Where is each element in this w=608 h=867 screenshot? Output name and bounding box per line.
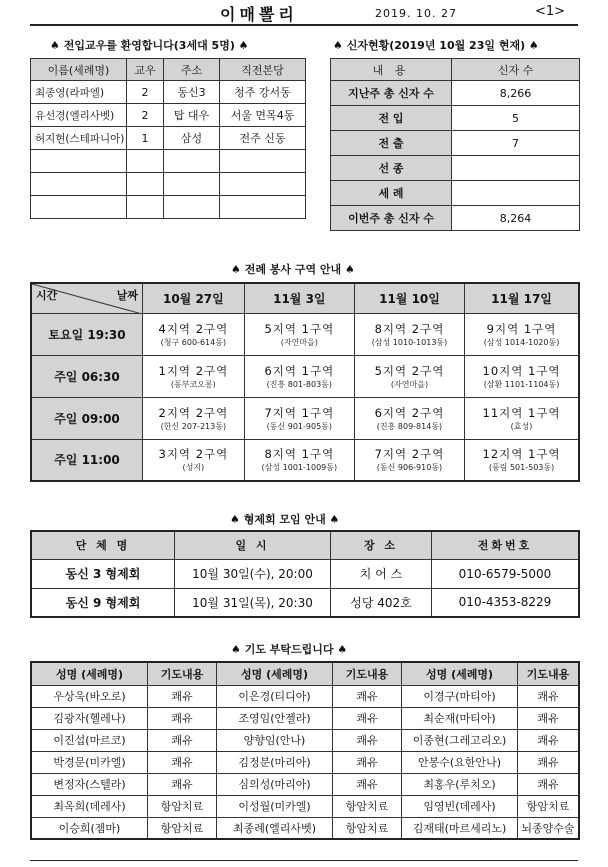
members-cell-value: 5 [452, 106, 580, 131]
prayer-cell-name: 최홍우(루치오) [402, 773, 518, 795]
prayer-cell-name: 우상욱(바오로) [31, 685, 148, 707]
prayer-cell-request: 항암치료 [148, 817, 217, 839]
members-cell-label: 세 례 [331, 181, 452, 206]
welcome-row [31, 81, 306, 104]
brothers-cell-phone: 010-4353-8229 [432, 588, 580, 617]
prayer-cell-request: 쾌유 [518, 729, 580, 751]
members-cell-value: 8,266 [452, 81, 580, 106]
welcome-cell-address [164, 150, 220, 173]
brothers-col-place: 장 소 [331, 531, 432, 559]
schedule-cell [354, 355, 464, 397]
brothers-table [30, 530, 580, 618]
brothers-title: ♠ 형제회 모임 안내 ♠ [230, 513, 340, 526]
schedule-cell [465, 313, 579, 355]
schedule-zone-detail: (동신 901-905동) [266, 421, 333, 431]
schedule-time: 주일 11:00 [31, 439, 143, 481]
prayer-cell-request: 쾌유 [148, 751, 217, 773]
brothers-col-time: 일 시 [175, 531, 331, 559]
schedule-zone: 4지역 2구역 [158, 321, 229, 336]
welcome-cell-name: 유선경(엘리사벳) [31, 104, 127, 127]
brothers-cell-phone: 010-6579-5000 [432, 559, 580, 588]
schedule-cell [465, 439, 579, 481]
schedule-zone-detail: (진흥 801-803동) [266, 379, 333, 389]
prayer-cell-name: 이진섭(마르코) [31, 729, 148, 751]
prayer-col-request: 기도내용 [333, 662, 402, 685]
schedule-row [31, 355, 579, 397]
prayer-row [31, 751, 579, 773]
schedule-zone: 11지역 1구역 [482, 405, 561, 420]
welcome-table [30, 58, 306, 219]
members-row [331, 81, 580, 106]
members-cell-label: 지난주 총 신자 수 [331, 81, 452, 106]
schedule-zone-detail: (동부코오롱) [170, 379, 216, 389]
schedule-cell [143, 439, 245, 481]
welcome-cell-count [127, 173, 164, 196]
welcome-cell-parish: 전주 신동 [220, 127, 306, 150]
prayer-row [31, 817, 579, 839]
schedule-zone-detail: (삼성 1010-1013동) [371, 337, 448, 347]
welcome-title: ♠ 전입교우를 환영합니다(3세대 5명) ♠ [50, 39, 249, 52]
schedule-zone: 8지역 2구역 [374, 321, 445, 336]
schedule-time: 주일 09:00 [31, 397, 143, 439]
corner-time-label: 시간 [36, 289, 58, 302]
welcome-cell-count [127, 196, 164, 219]
schedule-date: 11월 3일 [244, 283, 354, 313]
schedule-zone: 5지역 1구역 [264, 321, 335, 336]
members-cell-label: 전 출 [331, 131, 452, 156]
prayer-cell-request: 항암치료 [148, 795, 217, 817]
schedule-cell [143, 355, 245, 397]
prayer-cell-request: 쾌유 [148, 707, 217, 729]
prayer-cell-name: 김재태(마르세리노) [402, 817, 518, 839]
members-col-content: 내 용 [331, 59, 452, 81]
prayer-cell-request: 쾌유 [333, 707, 402, 729]
welcome-cell-address: 삼성 [164, 127, 220, 150]
schedule-zone-detail: (성지) [182, 463, 205, 473]
prayer-row [31, 773, 579, 795]
prayer-cell-name: 최종례(엘리사벳) [217, 817, 333, 839]
welcome-col-parish: 직전본당 [220, 59, 306, 81]
schedule-time: 토요일 19:30 [31, 313, 143, 355]
welcome-cell-count: 2 [127, 81, 164, 104]
prayer-col-name: 성명 (세례명) [217, 662, 333, 685]
prayer-cell-name: 이성월(미카엘) [217, 795, 333, 817]
prayer-cell-request: 쾌유 [333, 773, 402, 795]
schedule-zone-detail: (청구 600-614동) [160, 337, 227, 347]
prayer-cell-request: 쾌유 [518, 751, 580, 773]
prayer-cell-name: 김광자(헬레나) [31, 707, 148, 729]
schedule-date: 10월 27일 [143, 283, 245, 313]
brothers-cell-time: 10월 30일(수), 20:00 [175, 559, 331, 588]
members-cell-label: 선 종 [331, 156, 452, 181]
schedule-corner [31, 283, 143, 313]
prayer-cell-request: 쾌유 [518, 773, 580, 795]
prayer-col-request: 기도내용 [148, 662, 217, 685]
members-col-count: 신자 수 [452, 59, 580, 81]
schedule-zone: 8지역 1구역 [264, 447, 335, 462]
welcome-row [31, 150, 306, 173]
brothers-cell-group: 동신 3 형제회 [31, 559, 175, 588]
schedule-cell [354, 397, 464, 439]
members-row [331, 156, 580, 181]
schedule-zone: 1지역 2구역 [158, 363, 229, 378]
welcome-cell-name: 최종영(라파엘) [31, 81, 127, 104]
prayer-cell-name: 양향임(안나) [217, 729, 333, 751]
welcome-cell-name: 허지현(스테파니아) [31, 127, 127, 150]
prayer-row [31, 729, 579, 751]
prayer-cell-request: 쾌유 [333, 751, 402, 773]
schedule-zone-detail: (삼환 1101-1104동) [483, 379, 560, 389]
members-cell-value [452, 156, 580, 181]
welcome-cell-count: 2 [127, 104, 164, 127]
brothers-cell-group: 동신 9 형제회 [31, 588, 175, 617]
page-number: <1> [535, 4, 566, 19]
prayer-cell-name: 임영빈(데레사) [402, 795, 518, 817]
welcome-col-name: 이름(세례명) [31, 59, 127, 81]
welcome-cell-address [164, 196, 220, 219]
schedule-zone: 12지역 1구역 [482, 447, 561, 462]
schedule-zone: 3지역 2구역 [158, 447, 229, 462]
schedule-zone-detail: (자연마을) [390, 379, 429, 389]
prayer-cell-request: 쾌유 [333, 729, 402, 751]
schedule-time: 주일 06:30 [31, 355, 143, 397]
schedule-row [31, 439, 579, 481]
schedule-zone: 7지역 2구역 [374, 447, 445, 462]
prayer-cell-request: 쾌유 [148, 773, 217, 795]
prayer-cell-name: 변정자(스텔라) [31, 773, 148, 795]
brothers-col-phone: 전화번호 [432, 531, 580, 559]
welcome-cell-count: 1 [127, 127, 164, 150]
prayer-col-name: 성명 (세례명) [31, 662, 148, 685]
schedule-date: 11월 17일 [465, 283, 579, 313]
page-header [30, 0, 578, 26]
prayer-cell-name: 최옥희(데레사) [31, 795, 148, 817]
schedule-date: 11월 10일 [354, 283, 464, 313]
prayer-cell-name: 이승희(젬마) [31, 817, 148, 839]
prayer-cell-name: 이은경(티디아) [217, 685, 333, 707]
welcome-row [31, 127, 306, 150]
prayer-cell-request: 항암치료 [333, 795, 402, 817]
schedule-cell [465, 355, 579, 397]
members-row [331, 131, 580, 156]
schedule-cell [244, 439, 354, 481]
welcome-cell-parish: 서울 면목4동 [220, 104, 306, 127]
schedule-cell [143, 397, 245, 439]
schedule-cell [244, 397, 354, 439]
brothers-cell-time: 10월 31일(목), 20:30 [175, 588, 331, 617]
schedule-zone: 7지역 1구역 [264, 405, 335, 420]
schedule-zone: 9지역 1구역 [486, 321, 557, 336]
prayer-title: ♠ 기도 부탁드립니다 ♠ [231, 643, 348, 656]
prayer-cell-name: 이경구(마티아) [402, 685, 518, 707]
schedule-zone-detail: (삼성 1001-1009동) [261, 463, 338, 473]
schedule-cell [244, 355, 354, 397]
welcome-row [31, 104, 306, 127]
prayer-row [31, 685, 579, 707]
schedule-zone: 5지역 2구역 [374, 363, 445, 378]
welcome-cell-address: 탑 대우 [164, 104, 220, 127]
members-row [331, 206, 580, 231]
welcome-col-address: 주소 [164, 59, 220, 81]
prayer-cell-request: 쾌유 [518, 685, 580, 707]
schedule-zone: 6지역 2구역 [374, 405, 445, 420]
prayer-cell-name: 안봉수(요한안나) [402, 751, 518, 773]
schedule-zone: 6지역 1구역 [264, 363, 335, 378]
prayer-cell-request: 항암치료 [333, 817, 402, 839]
welcome-cell-name [31, 150, 127, 173]
footer-rule [30, 860, 578, 861]
members-cell-value: 8,264 [452, 206, 580, 231]
prayer-col-name: 성명 (세례명) [402, 662, 518, 685]
prayer-row [31, 707, 579, 729]
welcome-cell-address: 동신3 [164, 81, 220, 104]
welcome-cell-parish [220, 196, 306, 219]
welcome-cell-name [31, 173, 127, 196]
members-title: ♠ 신자현황(2019년 10월 23일 현재) ♠ [333, 39, 539, 52]
prayer-cell-name: 심의성(마리아) [217, 773, 333, 795]
schedule-zone-detail: (동신 906-910동) [376, 463, 443, 473]
prayer-cell-name: 최순재(마티아) [402, 707, 518, 729]
schedule-cell [465, 397, 579, 439]
brothers-col-group: 단 체 명 [31, 531, 175, 559]
prayer-cell-name: 김정분(마리아) [217, 751, 333, 773]
schedule-table [30, 282, 580, 482]
welcome-cell-count [127, 150, 164, 173]
prayer-cell-name: 조영임(안젤라) [217, 707, 333, 729]
prayer-cell-request: 쾌유 [148, 729, 217, 751]
corner-date-label: 날짜 [116, 289, 138, 302]
brothers-cell-place: 치 어 스 [331, 559, 432, 588]
prayer-table [30, 661, 580, 840]
welcome-cell-parish [220, 173, 306, 196]
members-row [331, 106, 580, 131]
welcome-row [31, 196, 306, 219]
welcome-cell-address [164, 173, 220, 196]
members-cell-label: 이번주 총 신자 수 [331, 206, 452, 231]
schedule-zone: 10지역 1구역 [482, 363, 561, 378]
welcome-cell-parish: 청주 강서동 [220, 81, 306, 104]
schedule-cell [244, 313, 354, 355]
members-row [331, 181, 580, 206]
brothers-row [31, 588, 579, 617]
schedule-zone-detail: (삼성 1014-1020동) [483, 337, 560, 347]
brothers-cell-place: 성당 402호 [331, 588, 432, 617]
schedule-zone-detail: (한신 207-213동) [160, 421, 227, 431]
prayer-col-request: 기도내용 [518, 662, 580, 685]
schedule-zone: 2지역 2구역 [158, 405, 229, 420]
prayer-cell-request: 쾌유 [148, 685, 217, 707]
schedule-cell [354, 439, 464, 481]
members-table [330, 58, 580, 231]
prayer-cell-request: 쾌유 [518, 707, 580, 729]
welcome-cell-parish [220, 150, 306, 173]
schedule-zone-detail: (효성) [510, 421, 533, 431]
schedule-cell [354, 313, 464, 355]
prayer-cell-request: 항암치료 [518, 795, 580, 817]
brothers-row [31, 559, 579, 588]
schedule-cell [143, 313, 245, 355]
prayer-cell-request: 쾌유 [333, 685, 402, 707]
prayer-cell-name: 이종현(그레고리오) [402, 729, 518, 751]
welcome-cell-name [31, 196, 127, 219]
members-cell-value: 7 [452, 131, 580, 156]
prayer-row [31, 795, 579, 817]
members-cell-label: 전 입 [331, 106, 452, 131]
schedule-zone-detail: (진흥 809-814동) [376, 421, 443, 431]
welcome-row [31, 173, 306, 196]
prayer-cell-name: 박경문(미카엘) [31, 751, 148, 773]
schedule-zone-detail: (자연마을) [280, 337, 318, 347]
members-cell-value [452, 181, 580, 206]
schedule-row [31, 397, 579, 439]
schedule-title: ♠ 전례 봉사 구역 안내 ♠ [231, 263, 355, 276]
schedule-zone-detail: (풍림 501-503동) [488, 463, 555, 473]
schedule-row [31, 313, 579, 355]
welcome-col-count: 교우 [127, 59, 164, 81]
bulletin-title: 이매뽈리 [220, 5, 298, 24]
prayer-cell-request: 뇌종양수술 [518, 817, 580, 839]
bulletin-date: 2019. 10. 27 [375, 7, 457, 20]
